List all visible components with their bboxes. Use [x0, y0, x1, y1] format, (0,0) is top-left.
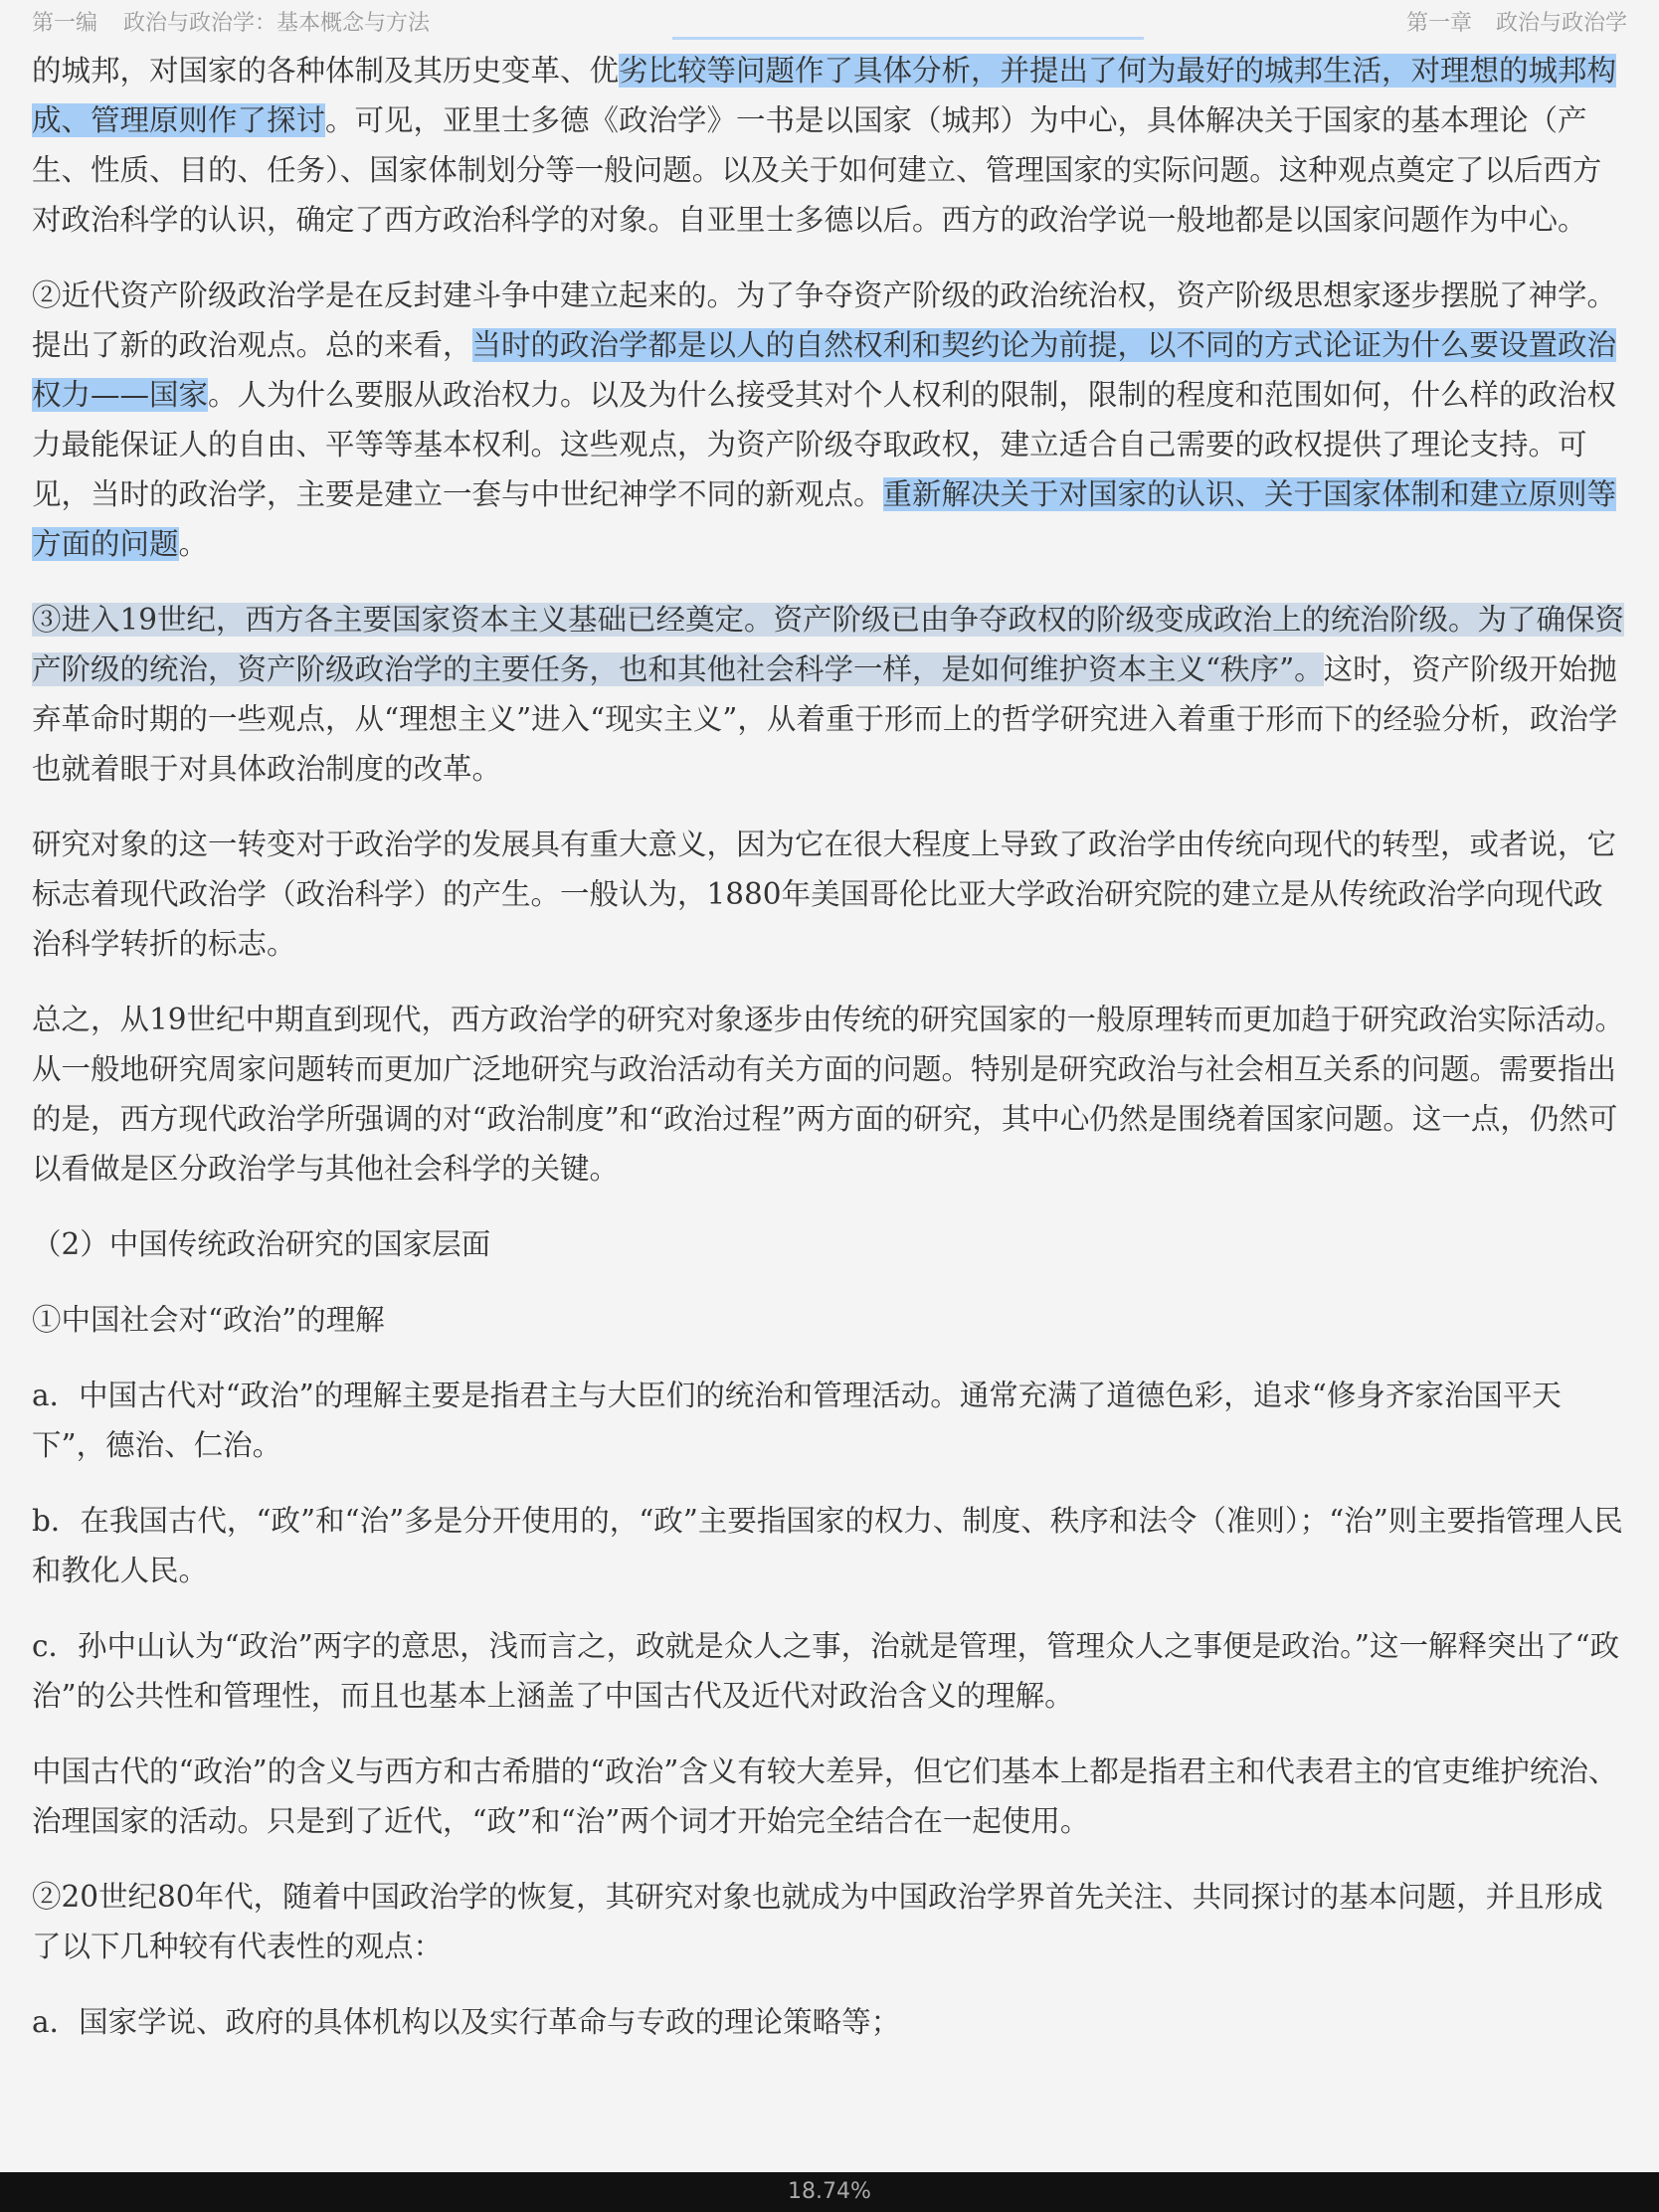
paragraph[interactable] — [32, 595, 1627, 794]
part-title: 政治与政治学：基本概念与方法 — [123, 11, 431, 36]
reading-progress-line — [672, 37, 1144, 40]
text-segment: 的城邦，对国家的各种体制及其历史变革、优 — [32, 54, 620, 88]
text-segment: a．国家学说、政府的具体机构以及实行革命与专政的理论策略等； — [32, 2005, 901, 2039]
paragraph[interactable] — [32, 1295, 1627, 1345]
text-segment: 研究对象的这一转变对于政治学的发展具有重大意义，因为它在很大程度上导致了政治学由传统向现代的转型，或者说，它标志着现代政治学（政治科学）的产生。一般认为，1880年美国哥伦比亚大学政治研究院的建立是从传统政治学向现代政治科学转折的标志。 — [32, 828, 1617, 961]
paragraph[interactable] — [32, 995, 1627, 1194]
selected-text[interactable]: ③进入19世纪，西方各主要国家资本主义基础已经奠定。资产阶级已由争夺政权的阶级变成政治上的统治阶级。为了确保资产阶级的统治，资产阶级政治学的主要任务，也和其他社会科学一样，是如何维护资本主义“秩序”。 — [32, 603, 1625, 686]
text-segment: ②20世纪80年代，随着中国政治学的恢复，其研究对象也就成为中国政治学界首先关注、共同探讨的基本问题，并且形成了以下几种较有代表性的观点： — [32, 1880, 1603, 1963]
part-breadcrumb — [32, 6, 430, 37]
chapter-title: 政治与政治学 — [1495, 11, 1627, 36]
text-segment: ②近代资产阶级政治学是在反封建斗争中建立起来的。为了争夺资产阶级的政治统治权，资产阶级思想家逐步摆脱了神学。提出了新的政治观点。总的来看， — [32, 278, 1617, 362]
chapter-label: 第一章 — [1405, 11, 1472, 36]
paragraph[interactable] — [32, 1997, 1627, 2047]
text-segment: ①中国社会对“政治”的理解 — [32, 1303, 385, 1337]
highlighted-text[interactable]: 劣比较等问题作了具体分析，并提出了何为最好的城邦生活，对理想的城邦构成、管理原则作了探讨 — [32, 54, 1617, 137]
paragraph[interactable] — [32, 1219, 1627, 1269]
page-header — [0, 0, 1659, 40]
text-segment: 这时，资产阶级开始抛弃革命时期的一些观点，从“理想主义”进入“现实主义”，从着重于形而上的哲学研究进入着重于形而下的经验分析，政治学也就着眼于对具体政治制度的改革。 — [32, 652, 1618, 786]
text-segment: 中国古代的“政治”的含义与西方和古希腊的“政治”含义有较大差异，但它们基本上都是指君主和代表君主的官吏维护统治、治理国家的活动。只是到了近代，“政”和“治”两个词才开始完全结合在一起使用。 — [32, 1754, 1618, 1838]
reading-progress-percent: 18.74% — [788, 2179, 871, 2204]
paragraph[interactable] — [32, 46, 1627, 245]
text-segment: 。人为什么要服从政治权力。以及为什么接受其对个人权利的限制，限制的程度和范围如何，什么样的政治权力最能保证人的自由、平等等基本权利。这些观点，为资产阶级夺取政权，建立适合自己需要的政权提供了理论支持。可见，当时的政治学，主要是建立一套与中世纪神学不同的新观点。 — [32, 378, 1617, 511]
text-segment: c．孙中山认为“政治”两字的意思，浅而言之，政就是众人之事，治就是管理，管理众人之事便是政治。”这一解释突出了“政治”的公共性和管理性，而且也基本上涵盖了中国古代及近代对政治含义的理解。 — [32, 1629, 1620, 1713]
text-segment: a．中国古代对“政治”的理解主要是指君主与大臣们的统治和管理活动。通常充满了道德色彩，追求“修身齐家治国平天下”，德治、仁治。 — [32, 1379, 1562, 1462]
text-segment: b．在我国古代，“政”和“治”多是分开使用的，“政”主要指国家的权力、制度、秩序和法令（准则）；“治”则主要指管理人民和教化人民。 — [32, 1504, 1623, 1587]
paragraph[interactable] — [32, 271, 1627, 569]
paragraph[interactable] — [32, 1872, 1627, 1971]
paragraph[interactable] — [32, 820, 1627, 969]
paragraph[interactable] — [32, 1496, 1627, 1595]
highlighted-text[interactable]: 重新解决关于对国家的认识、关于国家体制和建立原则等方面的问题 — [32, 477, 1617, 561]
highlighted-text[interactable]: 当时的政治学都是以人的自然权利和契约论为前提，以不同的方式论证为什么要设置政治权力——国家 — [32, 328, 1617, 412]
footer-bar — [0, 2172, 1659, 2212]
paragraph[interactable] — [32, 1621, 1627, 1721]
reader-content[interactable] — [32, 46, 1627, 2073]
text-segment: （2）中国传统政治研究的国家层面 — [32, 1227, 491, 1261]
paragraph[interactable] — [32, 1371, 1627, 1470]
chapter-breadcrumb — [1406, 6, 1627, 37]
part-label: 第一编 — [32, 11, 98, 36]
text-segment: 。 — [178, 527, 209, 561]
text-segment: 总之，从19世纪中期直到现代，西方政治学的研究对象逐步由传统的研究国家的一般原理转而更加趋于研究政治实际活动。从一般地研究周家问题转而更加广泛地研究与政治活动有关方面的问题。特别是研究政治与社会相互关系的问题。需要指出的是，西方现代政治学所强调的对“政治制度”和“政治过程”两方面的研究，其中心仍然是围绕着国家问题。这一点，仍然可以看做是区分政治学与其他社会科学的关键。 — [32, 1003, 1625, 1186]
paragraph[interactable] — [32, 1747, 1627, 1846]
text-segment: 。可见，亚里士多德《政治学》一书是以国家（城邦）为中心，具体解决关于国家的基本理论（产生、性质、目的、任务）、国家体制划分等一般问题。以及关于如何建立、管理国家的实际问题。这种观点奠定了以后西方对政治科学的认识，确定了西方政治科学的对象。自亚里士多德以后。西方的政治学说一般地都是以国家问题作为中心。 — [32, 103, 1602, 237]
